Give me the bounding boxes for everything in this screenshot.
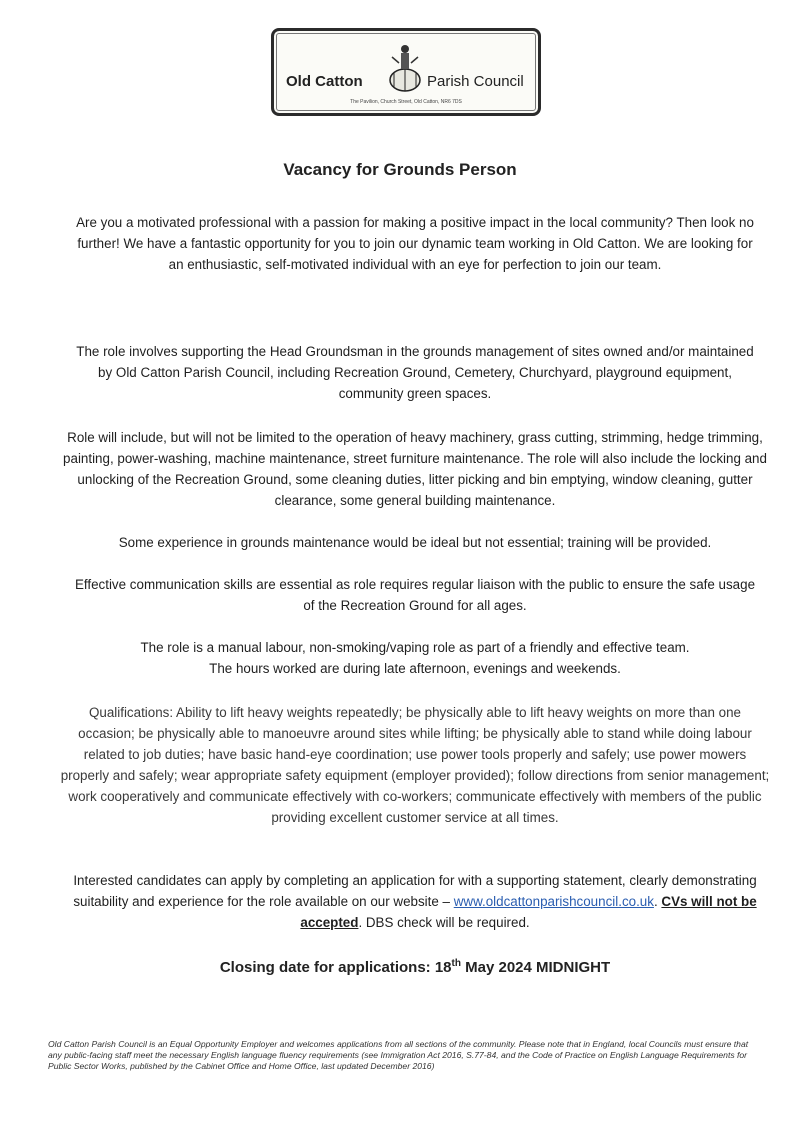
website-link[interactable]: www.oldcattonparishcouncil.co.uk xyxy=(453,894,654,909)
apply-separator: . xyxy=(653,894,662,909)
communication-paragraph: Effective communication skills are essential as role requires regular liaison with the public to ensure the safe usage of the Recreation Ground for all ages. xyxy=(74,577,756,613)
experience-paragraph: Some experience in grounds maintenance would be ideal but not essential; training will be provided. xyxy=(118,535,712,550)
logo-name-bold: Old Catton xyxy=(286,73,363,90)
role-paragraph: The role involves supporting the Head Groundsman in the grounds management of sites owned and/or maintained by Old Catton Parish Council, including Recreation Ground, Cemetery, Churchyard, playground equipment, community green spaces. xyxy=(76,344,754,401)
logo-address: The Pavilion, Church Street, Old Catton, NR6 7DS xyxy=(350,99,462,105)
duties-paragraph: Role will include, but will not be limited to the operation of heavy machinery, grass cutting, strimming, hedge trimming, painting, power-washing, machine maintenance, street furniture maintenance. The role will also include the locking and unlocking of the Recreation Ground, some cleaning duties, litter picking and bin emptying, window cleaning, gutter clearance, some general building maintenance. xyxy=(63,430,767,508)
council-logo xyxy=(271,28,541,116)
intro-paragraph: Are you a motivated professional with a passion for making a positive impact in the local community? Then look no further! We have a fantastic opportunity for you to join our dynamic team working in Old Catton. We are looking for an enthusiastic, self-motivated individual with an eye for perfection to join our team. xyxy=(76,215,754,272)
qualifications-paragraph: Qualifications: Ability to lift heavy weights repeatedly; be physically able to lift heavy weights on more than one occasion; be physically able to manoeuvre around sites while lifting; be physically able to stand while doing labour related to job duties; have basic hand-eye coordination; use power tools properly and safely; use power mowers properly and safely; wear appropriate safety equipment (employer provided); follow directions from senior management; work cooperatively and communicate effectively with co-workers; communicate effectively with members of the public providing excellent customer service at all times. xyxy=(60,705,770,825)
barrel-sign-icon xyxy=(386,39,424,95)
apply-text: Interested candidates can apply by completing an application for with a supporting statement, clearly demonstrating suitability and experience for the role available on our website – xyxy=(73,873,757,909)
closing-prefix: Closing date for applications: 18 xyxy=(219,959,452,976)
equal-opportunity-footer: Old Catton Parish Council is an Equal Opportunity Employer and welcomes applications from all sections of the community. Please note that in England, local Councils must ensure that any public-facing staff meet the necessary English language fluency requirements (see Immigration Act 2016, S.77-84, and the Code of Practice on English Language Requirements for Public Sector Works, published by the Cabinet Office and Home Office, last updated December 2016) xyxy=(48,1039,749,1071)
apply-paragraph xyxy=(70,870,760,933)
cvs-notice: CVs will not be accepted xyxy=(300,894,757,930)
manual-line-1: The role is a manual labour, non-smoking/vaping role as part of a friendly and effective team. xyxy=(140,640,690,655)
dbs-notice: . DBS check will be required. xyxy=(358,915,530,930)
closing-ordinal: th xyxy=(451,958,461,969)
manual-line-2: The hours worked are during late afternoon, evenings and weekends. xyxy=(209,661,621,676)
manual-labour-paragraph xyxy=(70,637,760,679)
logo-name-regular: Parish Council xyxy=(427,73,524,90)
closing-date xyxy=(0,958,800,976)
page-title: Vacancy for Grounds Person xyxy=(283,160,517,179)
closing-suffix: May 2024 MIDNIGHT xyxy=(460,959,611,976)
